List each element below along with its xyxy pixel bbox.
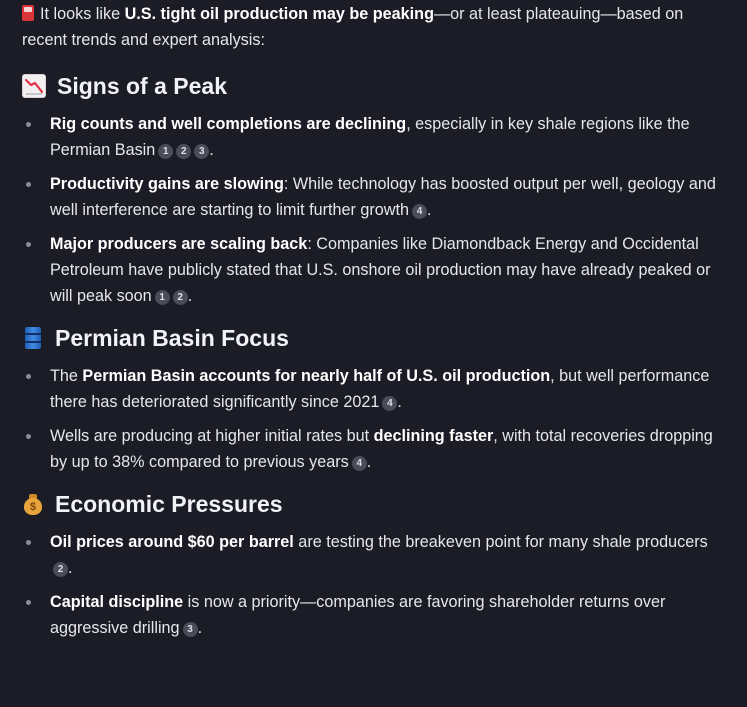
list-item — [22, 529, 725, 581]
citation-badge[interactable]: 4 — [382, 396, 397, 411]
item-end: . — [187, 287, 193, 305]
item-text: , especially in key shale regions like the Permian Basin — [50, 115, 690, 159]
item-pre: Wells are producing at higher initial rates but — [50, 427, 374, 445]
citation-badge[interactable]: 3 — [194, 144, 209, 159]
citation-badge[interactable]: 4 — [412, 204, 427, 219]
item-end: . — [397, 393, 402, 411]
citation-badge[interactable]: 1 — [158, 144, 173, 159]
intro-text-end: —or at least plateauing—based on recent trends and expert analysis: — [22, 5, 684, 49]
section-heading-economic — [22, 489, 725, 519]
item-end: . — [366, 453, 372, 471]
item-bold: Rig counts and well completions are declining — [50, 115, 407, 133]
intro-paragraph — [22, 1, 725, 53]
item-text: , with total recoveries dropping by up to 38% compared to previous years — [50, 427, 713, 471]
item-bold: Oil prices around $60 per barrel — [50, 533, 294, 551]
fuel-pump-icon — [22, 5, 34, 21]
item-text: : Companies like Diamondback Energy and Occidental Petroleum have publicly stated that U.S. onshore oil production may have already peaked or will peak soon — [50, 235, 711, 305]
item-text: , but well performance there has deteriorated significantly since 2021 — [50, 367, 710, 411]
item-end: . — [68, 559, 73, 577]
item-bold: Major producers are scaling back — [50, 235, 308, 253]
list-item — [22, 111, 725, 163]
item-end: . — [197, 619, 203, 637]
money-bag-icon: $ — [22, 493, 44, 515]
intro-text: It looks like — [40, 5, 125, 23]
list-item — [22, 363, 725, 415]
bullet-list — [22, 529, 725, 641]
intro-bold: U.S. tight oil production may be peaking — [124, 5, 434, 23]
section-heading-signs — [22, 71, 725, 101]
item-end: . — [426, 201, 432, 219]
citation-badge[interactable]: 4 — [352, 456, 367, 471]
oil-drum-icon — [25, 327, 41, 349]
item-bold: declining faster — [373, 427, 494, 445]
citation-badge[interactable]: 2 — [176, 144, 191, 159]
citation-badge[interactable]: 2 — [173, 290, 188, 305]
bullet-list — [22, 111, 725, 309]
item-bold: Permian Basin accounts for nearly half of U.S. oil production — [82, 367, 551, 385]
section-title: Permian Basin Focus — [55, 325, 289, 351]
citation-badge[interactable]: 2 — [53, 562, 68, 577]
item-end: . — [209, 141, 214, 159]
section-heading-permian — [22, 323, 725, 353]
citation-badge[interactable]: 3 — [183, 622, 198, 637]
section-title: Signs of a Peak — [57, 73, 228, 99]
list-item — [22, 589, 725, 641]
item-bold: Capital discipline — [50, 593, 184, 611]
list-item — [22, 171, 725, 223]
chart-decreasing-icon — [22, 74, 46, 98]
list-item — [22, 231, 725, 309]
list-item — [22, 423, 725, 475]
section-title: Economic Pressures — [55, 491, 283, 517]
citation-badge[interactable]: 1 — [155, 290, 170, 305]
item-bold: Productivity gains are slowing — [50, 175, 284, 193]
item-text: are testing the breakeven point for many shale producers — [293, 533, 708, 551]
item-pre: The — [50, 367, 83, 385]
item-text: is now a priority—companies are favoring shareholder returns over aggressive drilling — [50, 593, 666, 637]
item-text: : While technology has boosted output per well, geology and well interference are starting to limit further growth — [50, 175, 716, 219]
bullet-list — [22, 363, 725, 475]
